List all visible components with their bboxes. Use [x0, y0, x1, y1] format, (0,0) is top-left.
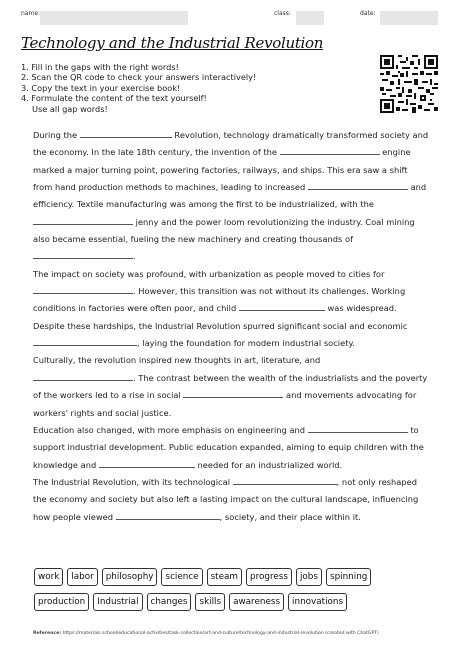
word-chip[interactable]: jobs — [296, 568, 322, 586]
instruction-item: 1. Fill in the gaps with the right words! — [21, 62, 179, 72]
gap-field[interactable] — [33, 284, 133, 294]
word-chip[interactable]: work — [34, 568, 63, 586]
word-chip[interactable]: steam — [207, 568, 242, 586]
word-chip[interactable]: awareness — [229, 593, 284, 611]
gap-field[interactable] — [33, 336, 137, 346]
gap-field[interactable] — [239, 301, 325, 311]
name-field[interactable] — [40, 11, 188, 25]
gap-field[interactable] — [280, 145, 380, 155]
reference-link[interactable]: https://materials.school/educational-activities/task-collection/art-and-culture/technology-and-industrial-revolution (created with ChatGPT) — [61, 631, 379, 636]
gap-field[interactable] — [233, 475, 337, 485]
word-chip[interactable]: production — [34, 593, 89, 611]
word-chip[interactable]: philosophy — [102, 568, 158, 586]
reference — [33, 631, 379, 636]
word-chip[interactable]: changes — [147, 593, 192, 611]
gap-field[interactable] — [308, 180, 408, 190]
instructions — [21, 62, 256, 114]
qr-code-icon[interactable] — [380, 55, 438, 113]
gap-field[interactable] — [33, 215, 133, 225]
gap-text — [33, 127, 429, 526]
gap-field[interactable] — [116, 510, 220, 520]
gap-field[interactable] — [183, 388, 283, 398]
class-label: class: — [274, 10, 291, 17]
gap-field[interactable] — [308, 423, 408, 433]
paragraph: During the Revolution, technology dramatically transformed society and the economy. In the late 18th century, the invention of the engine marked a major turning point, powering factories, railways, and ships. This era saw a shift from hand production methods to machines, leading to increased and efficiency. Textile manufacturing was among the first to be industrialized, with the jenny and the power loom revolutionizing the industry. Coal mining also became essential, fueling the new machinery and creating thousands of . — [33, 130, 429, 262]
instruction-item: 2. Scan the QR code to check your answers interactively! — [21, 72, 257, 83]
gap-field[interactable] — [33, 371, 133, 381]
paragraph: The impact on society was profound, with urbanization as people moved to cities for . However, this transition was not without its challenges. Working conditions in factories were often poor, and child was widespread. Despite these hardships, the Industrial Revolution spurred significant social and economic , laying the foundation for modern industrial society. — [33, 268, 408, 349]
name-label: name: — [21, 10, 41, 17]
word-chip[interactable]: Industrial — [93, 593, 142, 611]
page-title: Technology and the Industrial Revolution — [21, 34, 324, 52]
word-bank-row — [34, 593, 434, 611]
word-chip[interactable]: progress — [246, 568, 292, 586]
word-chip[interactable]: labor — [67, 568, 97, 586]
reference-label: Reference: — [33, 631, 62, 636]
instruction-item: 3. Copy the text in your exercise book! — [21, 82, 181, 93]
paragraph: Culturally, the revolution inspired new thoughts in art, literature, and . The contrast between the wealth of the industrialists and the poverty of the workers led to a rise in social and movements advocating for workers' rights and social justice. — [33, 355, 428, 418]
word-bank-row — [34, 568, 434, 586]
class-field[interactable] — [296, 11, 324, 25]
paragraph: Education also changed, with more emphasis on engineering and to support industrial development. Public education expanded, aiming to equip children with the knowledge and needed for an industrialized world. — [33, 424, 424, 470]
paragraph: The Industrial Revolution, with its technological , not only reshaped the economy and society but also left a lasting impact on the cultural landscape, influencing how people viewed , society, and their place within it. — [33, 476, 419, 522]
date-field[interactable] — [380, 11, 438, 25]
instruction-item: 4. Formulate the content of the text yourself! — [21, 93, 207, 104]
word-chip[interactable]: spinning — [326, 568, 371, 586]
word-chip[interactable]: science — [161, 568, 202, 586]
gap-field[interactable] — [99, 458, 195, 468]
word-chip[interactable]: innovations — [288, 593, 347, 611]
gap-field[interactable] — [33, 249, 133, 259]
date-label: date: — [360, 10, 376, 17]
gap-field[interactable] — [80, 128, 172, 138]
instruction-item: Use all gap words! — [32, 103, 108, 114]
word-chip[interactable]: skills — [195, 593, 225, 611]
